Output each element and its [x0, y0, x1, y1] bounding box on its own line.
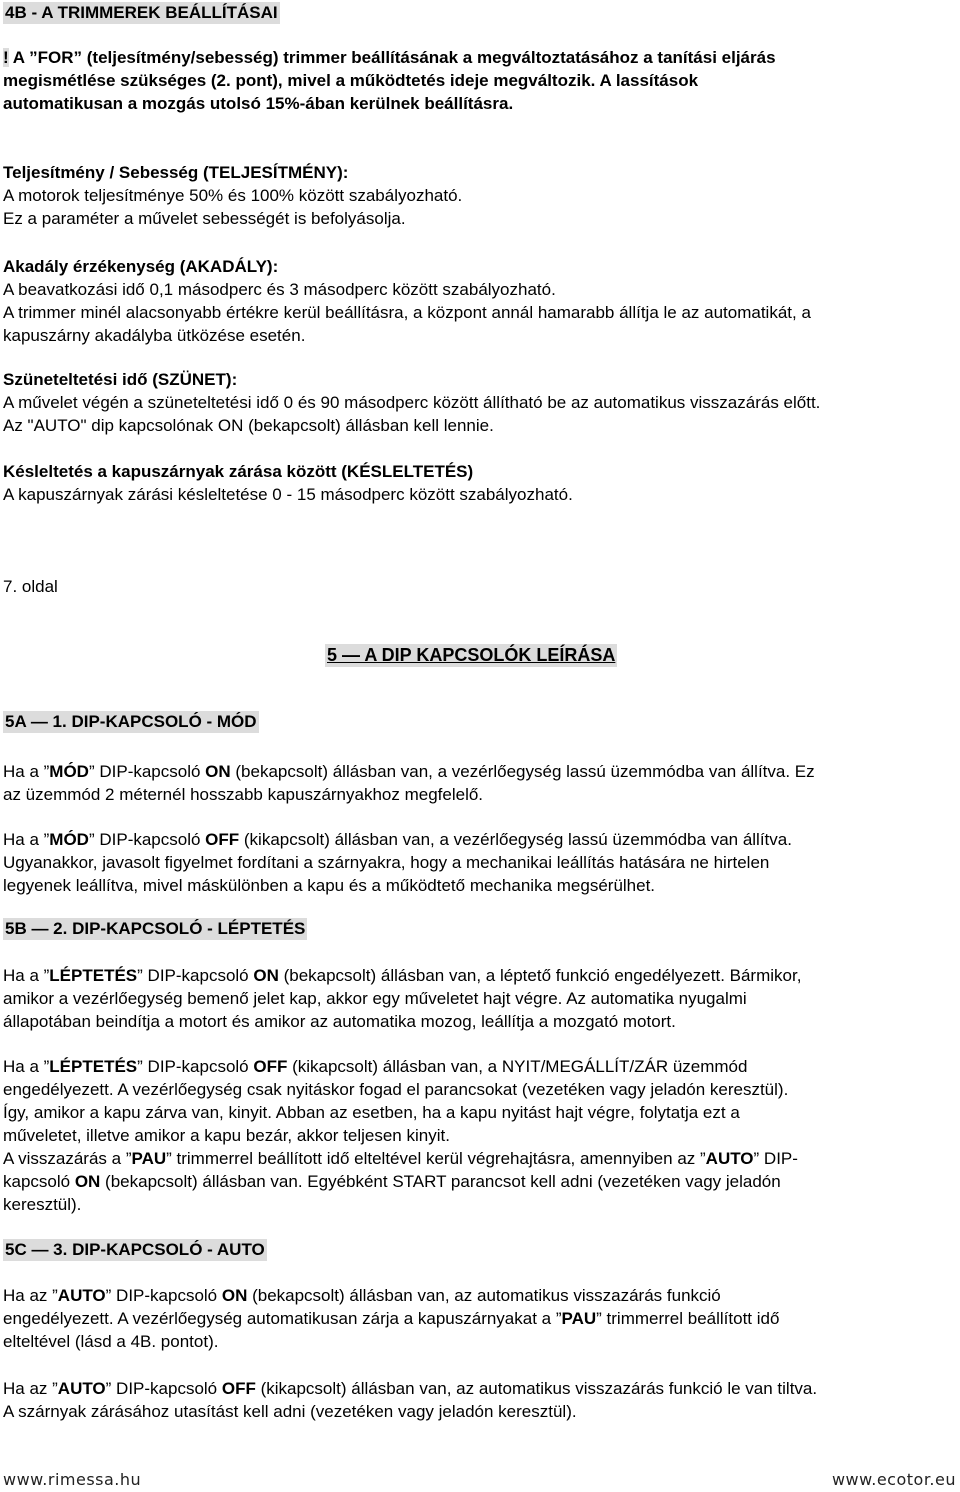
pause-title: Szüneteltetési idő (SZÜNET): [3, 370, 238, 389]
delay-paragraph: Késleltetés a kapuszárnyak zárása között (KÉSLELTETÉS) A kapuszárnyak zárási késleltetése 0 - 15 másodperc között szabályozható. [3, 460, 958, 506]
obstacle-paragraph: Akadály érzékenység (AKADÁLY): A beavatkozási idő 0,1 másodperc és 3 másodperc között szabályozható. A trimmer minél alacsonyabb értékre kerül beállításra, a központ annál hamarabb állítja le az automatikát, a kapuszárny akadályba ütközése esetén. [3, 255, 958, 347]
power-title: Teljesítmény / Sebesség (TELJESÍTMÉNY): [3, 163, 349, 182]
dip1-off-paragraph: Ha a ”MÓD” DIP-kapcsoló OFF (kikapcsolt) állásban van, a vezérlőegység lassú üzemmódba van állítva. Ugyanakkor, javasolt figyelmet fordítani a szárnyakra, hogy a mechanikai leállítás hatására ne hirtelen legyenek leállítva, mivel máskülönben a kapu és a működtető mechanika megsérülhet. [3, 830, 792, 895]
dip2-on-paragraph: Ha a ”LÉPTETÉS” DIP-kapcsoló ON (bekapcsolt) állásban van, a léptető funkció engedélyezett. Bármikor, amikor a vezérlőegység bemenő jelet kap, akkor egy műveletet hajt végre. Az automatika nyugalmi állapotában beindítja a motort és amikor az automatika mozog, leállítja a mozgató motort. [3, 966, 802, 1031]
intro-paragraph: ! A ”FOR” (teljesítmény/sebesség) trimmer beállításának a megváltoztatásához a tanítási eljárás megismétlése szükséges (2. pont), mivel a működtetés ideje megváltozik. A lassítások automatikusan a mozgás utolsó 15%-ában kerülnek beállításra. [3, 48, 776, 113]
obstacle-title: Akadály érzékenység (AKADÁLY): [3, 257, 279, 276]
warning-mark: ! [3, 48, 9, 67]
page-number: 7. oldal [3, 577, 58, 596]
delay-title: Késleltetés a kapuszárnyak zárása között (KÉSLELTETÉS) [3, 462, 474, 481]
footer-right-link[interactable]: www.ecotor.eu [831, 1470, 956, 1489]
power-paragraph: Teljesítmény / Sebesség (TELJESÍTMÉNY): A motorok teljesítménye 50% és 100% között szabályozható. Ez a paraméter a művelet sebességét is befolyásolja. [3, 161, 958, 230]
section-5-heading: 5 — A DIP KAPCSOLÓK LEÍRÁSA [327, 645, 616, 665]
dip1-heading-row [3, 711, 958, 733]
footer-left-link[interactable]: www.rimessa.hu [3, 1470, 142, 1489]
dip3-heading-row [3, 1239, 958, 1261]
section-title: 4B - A TRIMMEREK BEÁLLÍTÁSAI [5, 3, 278, 22]
dip2-off-paragraph: Ha a ”LÉPTETÉS” DIP-kapcsoló OFF (kikapcsolt) állásban van, a NYIT/MEGÁLLÍT/ZÁR üzemmód engedélyezett. A vezérlőegység csak nyitáskor fogad el parancsokat (vezetéken vagy jeladón keresztül). Így, amikor a kapu zárva van, kinyit. Abban az esetben, ha a kapu nyitást hajt végre, folytatja ezt a műveletet, illetve amikor a kapu bezár, akkor teljesen kinyit. A visszazárás a ”PAU” trimmerrel beállított idő elteltével kerül végrehajtásra, amennyiben az ”AUTO” DIP- kapcsoló ON (bekapcsolt) állásban van. Egyébként START parancsot kell adni (vezetéken vagy jeladón keresztül). [3, 1057, 798, 1214]
pause-paragraph: Szüneteltetési idő (SZÜNET): A művelet végén a szüneteltetési idő 0 és 90 másodperc között állítható be az automatikus visszazárás előtt. Az "AUTO" dip kapcsolónak ON (bekapcsolt) állásban kell lennie. [3, 368, 958, 437]
dip2-heading: 5B — 2. DIP-KAPCSOLÓ - LÉPTETÉS [5, 919, 306, 938]
dip2-heading-row [3, 918, 958, 940]
section-4b-heading [3, 2, 958, 24]
dip3-off-paragraph: Ha az ”AUTO” DIP-kapcsoló OFF (kikapcsolt) állásban van, az automatikus visszazárás funkció le van tiltva. A szárnyak zárásához utasítást kell adni (vezetéken vagy jeladón keresztül). [3, 1379, 818, 1421]
dip3-heading: 5C — 3. DIP-KAPCSOLÓ - AUTO [5, 1240, 265, 1259]
dip1-on-paragraph: Ha a ”MÓD” DIP-kapcsoló ON (bekapcsolt) állásban van, a vezérlőegység lassú üzemmódba van állítva. Ez az üzemmód 2 méternél hosszabb kapuszárnyakhoz megfelelő. [3, 762, 815, 804]
dip1-heading: 5A — 1. DIP-KAPCSOLÓ - MÓD [5, 712, 257, 731]
dip3-on-paragraph: Ha az ”AUTO” DIP-kapcsoló ON (bekapcsolt) állásban van, az automatikus visszazárás funkció engedélyezett. A vezérlőegység automatikusan zárja a kapuszárnyakat a ”PAU” trimmerrel beállított idő elteltével (lásd a 4B. pontot). [3, 1286, 780, 1351]
